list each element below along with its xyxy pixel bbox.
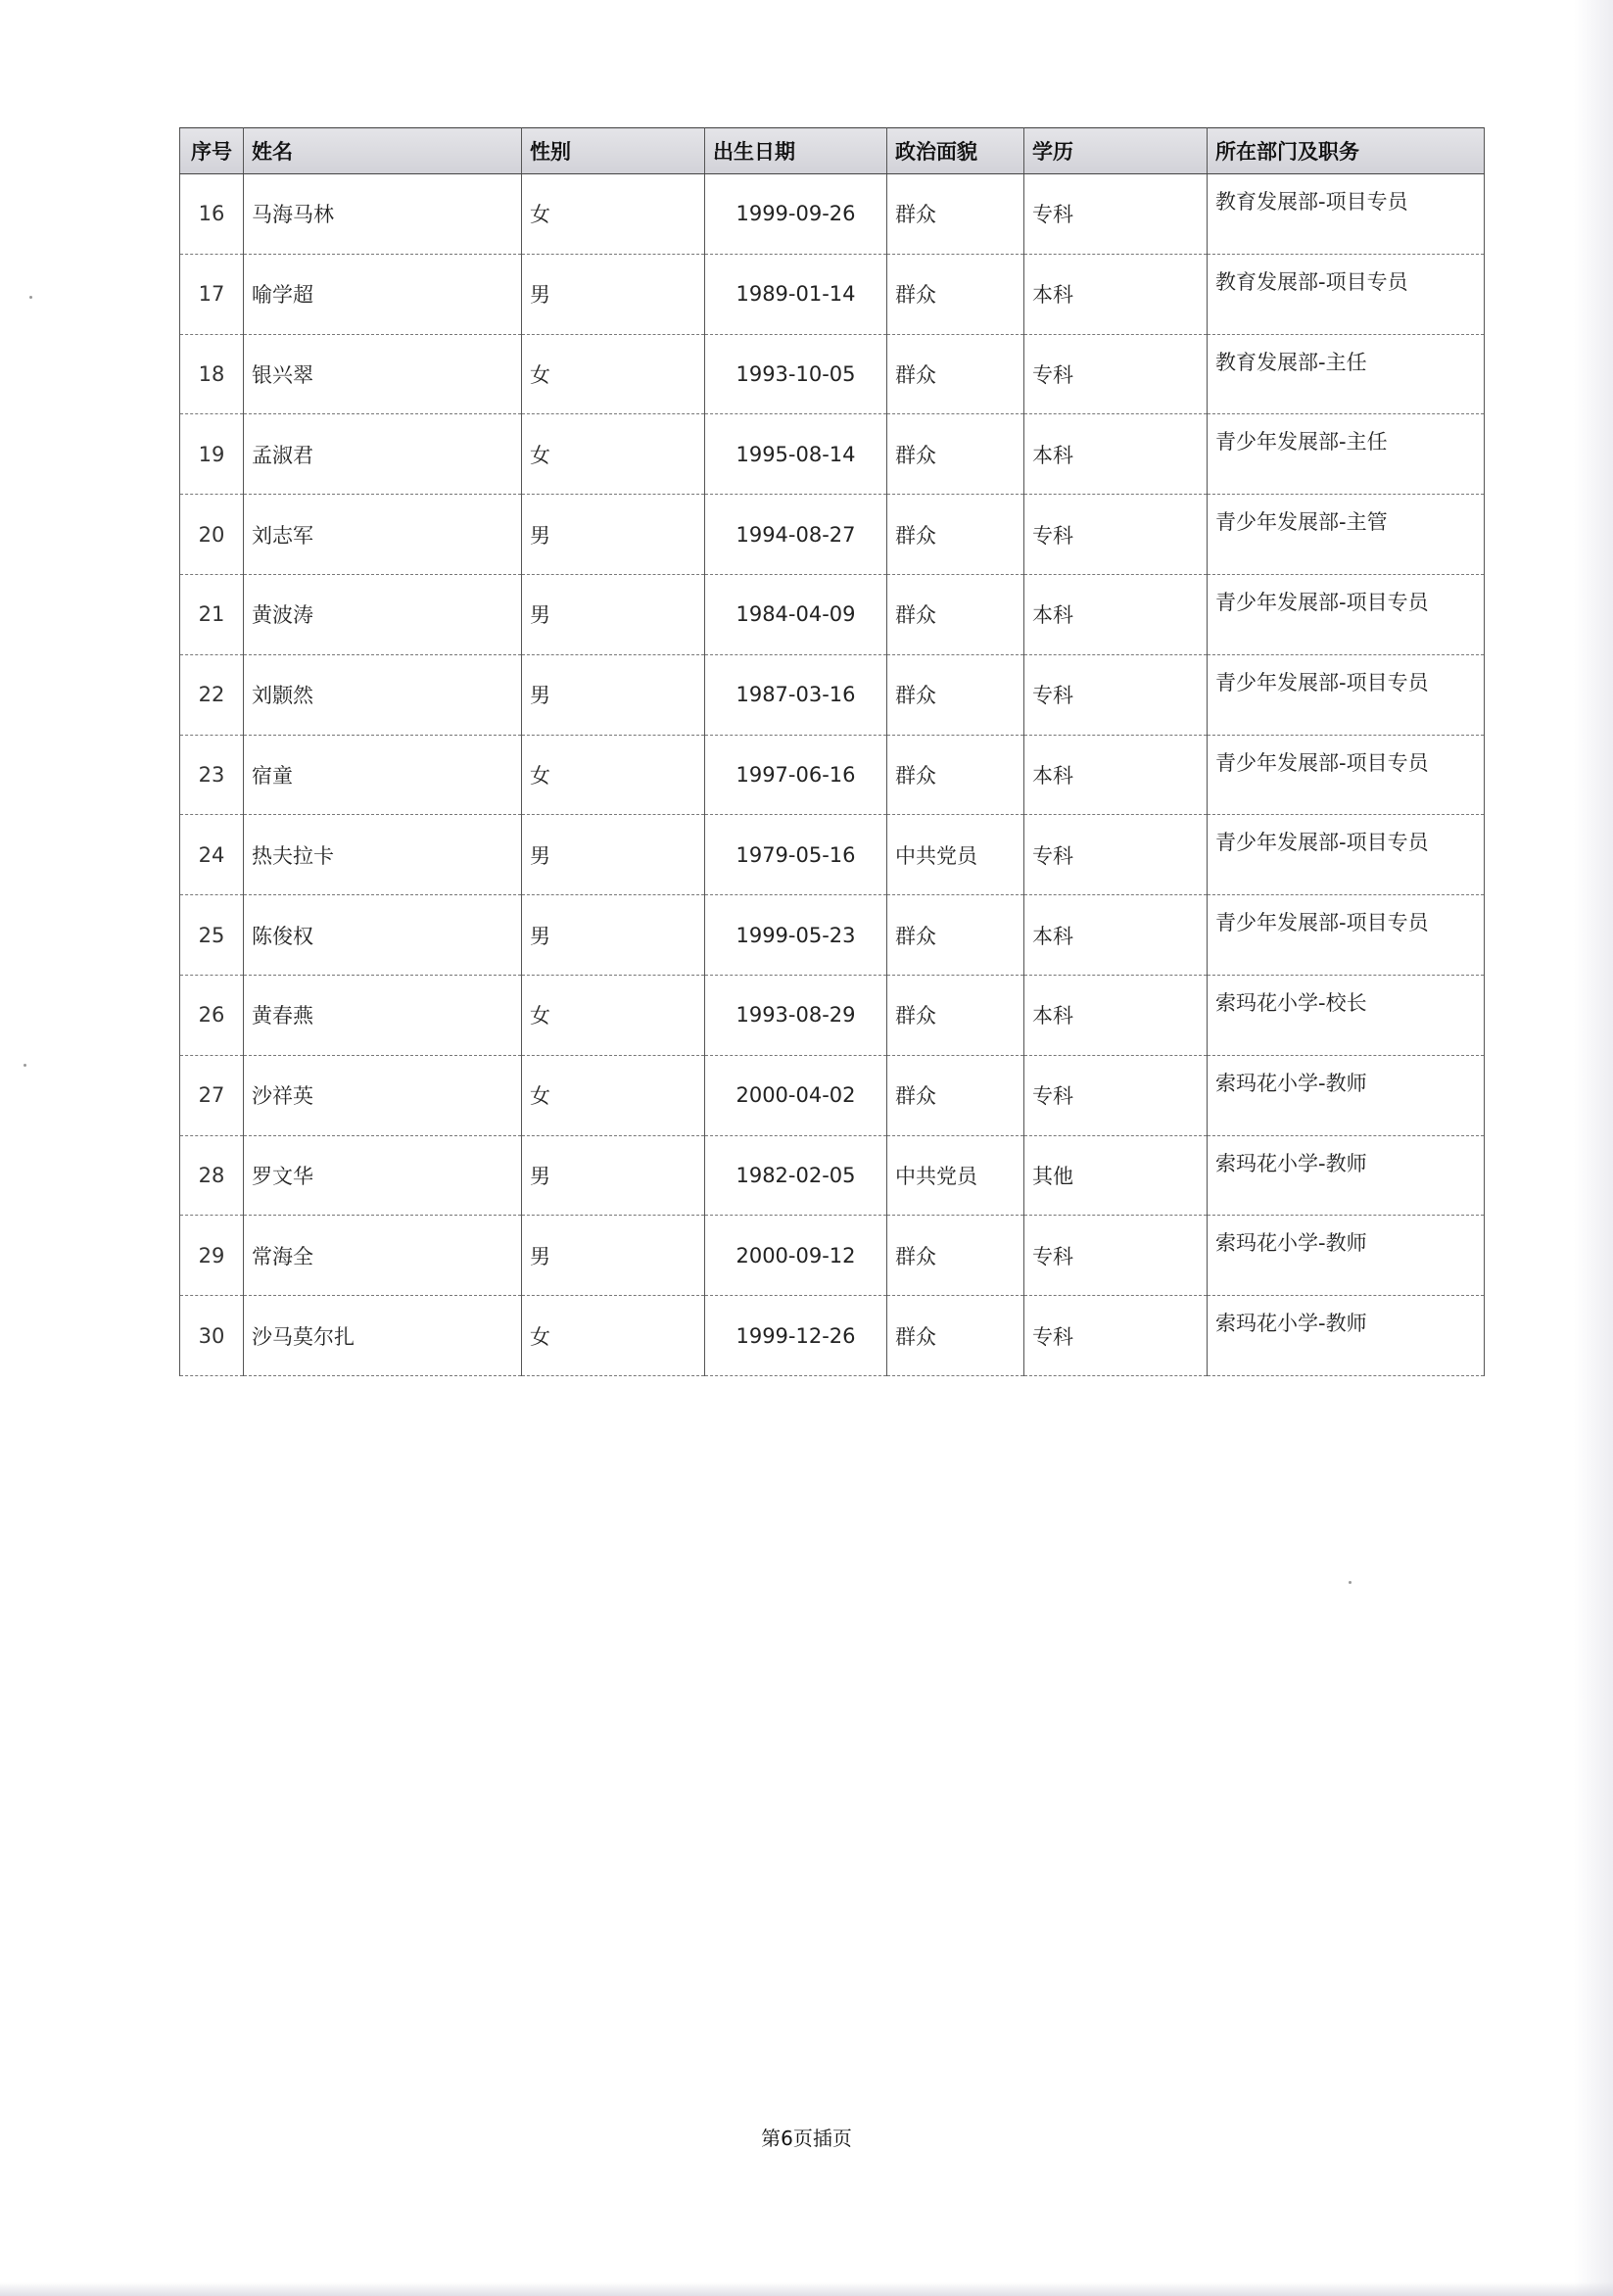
department-position-cell: 索玛花小学-教师 — [1208, 1296, 1485, 1376]
gender-cell: 男 — [522, 1135, 705, 1216]
birth-date-cell: 1979-05-16 — [705, 815, 887, 895]
gender-cell: 女 — [522, 975, 705, 1055]
table-header-row — [180, 128, 1485, 174]
row-number-cell: 25 — [180, 895, 244, 976]
birth-date-cell: 1993-08-29 — [705, 975, 887, 1055]
political-status-cell: 群众 — [887, 975, 1024, 1055]
birth-date-cell: 1999-12-26 — [705, 1296, 887, 1376]
political-status-cell: 群众 — [887, 1055, 1024, 1135]
birth-date-cell: 1995-08-14 — [705, 414, 887, 495]
table-row — [180, 654, 1485, 735]
row-number-cell: 17 — [180, 254, 244, 334]
scan-speck — [24, 1064, 26, 1067]
table-body — [180, 174, 1485, 1376]
row-number-cell: 19 — [180, 414, 244, 495]
table-row — [180, 334, 1485, 414]
header-cell: 姓名 — [244, 128, 522, 174]
row-number-cell: 27 — [180, 1055, 244, 1135]
gender-cell: 女 — [522, 174, 705, 255]
education-cell: 其他 — [1024, 1135, 1208, 1216]
birth-date-cell: 1994-08-27 — [705, 495, 887, 575]
row-number-cell: 30 — [180, 1296, 244, 1376]
name-cell: 银兴翠 — [244, 334, 522, 414]
education-cell: 专科 — [1024, 1216, 1208, 1296]
department-position-cell: 索玛花小学-校长 — [1208, 975, 1485, 1055]
staff-roster-table — [179, 127, 1485, 1376]
name-cell: 马海马林 — [244, 174, 522, 255]
table-row — [180, 975, 1485, 1055]
department-position-cell: 青少年发展部-项目专员 — [1208, 815, 1485, 895]
header-cell: 性别 — [522, 128, 705, 174]
birth-date-cell: 1997-06-16 — [705, 735, 887, 815]
birth-date-cell: 1999-05-23 — [705, 895, 887, 976]
row-number-cell: 28 — [180, 1135, 244, 1216]
education-cell: 本科 — [1024, 414, 1208, 495]
political-status-cell: 群众 — [887, 254, 1024, 334]
political-status-cell: 群众 — [887, 495, 1024, 575]
name-cell: 沙马莫尔扎 — [244, 1296, 522, 1376]
department-position-cell: 青少年发展部-项目专员 — [1208, 654, 1485, 735]
name-cell: 热夫拉卡 — [244, 815, 522, 895]
education-cell: 专科 — [1024, 1055, 1208, 1135]
education-cell: 专科 — [1024, 495, 1208, 575]
birth-date-cell: 1987-03-16 — [705, 654, 887, 735]
department-position-cell: 教育发展部-项目专员 — [1208, 174, 1485, 255]
table-row — [180, 574, 1485, 654]
header-cell: 政治面貌 — [887, 128, 1024, 174]
political-status-cell: 群众 — [887, 414, 1024, 495]
gender-cell: 男 — [522, 574, 705, 654]
department-position-cell: 青少年发展部-主任 — [1208, 414, 1485, 495]
table-row — [180, 1296, 1485, 1376]
row-number-cell: 23 — [180, 735, 244, 815]
name-cell: 刘志军 — [244, 495, 522, 575]
birth-date-cell: 1984-04-09 — [705, 574, 887, 654]
gender-cell: 女 — [522, 1296, 705, 1376]
page-footer-label: 第6页插页 — [761, 2127, 852, 2150]
political-status-cell: 群众 — [887, 895, 1024, 976]
gender-cell: 男 — [522, 654, 705, 735]
table-row — [180, 815, 1485, 895]
education-cell: 专科 — [1024, 1296, 1208, 1376]
gender-cell: 女 — [522, 1055, 705, 1135]
table-row — [180, 735, 1485, 815]
name-cell: 喻学超 — [244, 254, 522, 334]
birth-date-cell: 2000-04-02 — [705, 1055, 887, 1135]
scan-speck — [1349, 1581, 1352, 1584]
department-position-cell: 青少年发展部-项目专员 — [1208, 574, 1485, 654]
birth-date-cell: 2000-09-12 — [705, 1216, 887, 1296]
scan-speck — [29, 296, 32, 299]
birth-date-cell: 1982-02-05 — [705, 1135, 887, 1216]
political-status-cell: 群众 — [887, 174, 1024, 255]
scan-edge-shadow-right — [1574, 0, 1613, 2296]
political-status-cell: 中共党员 — [887, 815, 1024, 895]
scan-edge-shadow-bottom — [0, 2282, 1613, 2296]
department-position-cell: 青少年发展部-主管 — [1208, 495, 1485, 575]
birth-date-cell: 1989-01-14 — [705, 254, 887, 334]
table-row — [180, 1216, 1485, 1296]
table-row — [180, 1135, 1485, 1216]
row-number-cell: 22 — [180, 654, 244, 735]
political-status-cell: 群众 — [887, 574, 1024, 654]
name-cell: 沙祥英 — [244, 1055, 522, 1135]
table-row — [180, 495, 1485, 575]
education-cell: 专科 — [1024, 815, 1208, 895]
header-cell: 出生日期 — [705, 128, 887, 174]
education-cell: 本科 — [1024, 895, 1208, 976]
gender-cell: 女 — [522, 334, 705, 414]
political-status-cell: 中共党员 — [887, 1135, 1024, 1216]
table-row — [180, 414, 1485, 495]
table-row — [180, 895, 1485, 976]
header-cell: 所在部门及职务 — [1208, 128, 1485, 174]
name-cell: 黄春燕 — [244, 975, 522, 1055]
education-cell: 专科 — [1024, 654, 1208, 735]
education-cell: 本科 — [1024, 975, 1208, 1055]
department-position-cell: 索玛花小学-教师 — [1208, 1135, 1485, 1216]
name-cell: 孟淑君 — [244, 414, 522, 495]
political-status-cell: 群众 — [887, 1296, 1024, 1376]
education-cell: 专科 — [1024, 334, 1208, 414]
row-number-cell: 20 — [180, 495, 244, 575]
name-cell: 陈俊权 — [244, 895, 522, 976]
political-status-cell: 群众 — [887, 334, 1024, 414]
name-cell: 黄波涛 — [244, 574, 522, 654]
birth-date-cell: 1993-10-05 — [705, 334, 887, 414]
name-cell: 刘颢然 — [244, 654, 522, 735]
row-number-cell: 24 — [180, 815, 244, 895]
row-number-cell: 26 — [180, 975, 244, 1055]
table-row — [180, 174, 1485, 255]
department-position-cell: 索玛花小学-教师 — [1208, 1055, 1485, 1135]
education-cell: 专科 — [1024, 174, 1208, 255]
row-number-cell: 29 — [180, 1216, 244, 1296]
department-position-cell: 青少年发展部-项目专员 — [1208, 735, 1485, 815]
department-position-cell: 索玛花小学-教师 — [1208, 1216, 1485, 1296]
gender-cell: 男 — [522, 895, 705, 976]
department-position-cell: 青少年发展部-项目专员 — [1208, 895, 1485, 976]
row-number-cell: 18 — [180, 334, 244, 414]
department-position-cell: 教育发展部-项目专员 — [1208, 254, 1485, 334]
gender-cell: 男 — [522, 495, 705, 575]
row-number-cell: 16 — [180, 174, 244, 255]
table-row — [180, 1055, 1485, 1135]
department-position-cell: 教育发展部-主任 — [1208, 334, 1485, 414]
gender-cell: 男 — [522, 254, 705, 334]
header-cell: 学历 — [1024, 128, 1208, 174]
row-number-cell: 21 — [180, 574, 244, 654]
header-cell: 序号 — [180, 128, 244, 174]
political-status-cell: 群众 — [887, 1216, 1024, 1296]
name-cell: 常海全 — [244, 1216, 522, 1296]
gender-cell: 女 — [522, 414, 705, 495]
political-status-cell: 群众 — [887, 654, 1024, 735]
name-cell: 罗文华 — [244, 1135, 522, 1216]
political-status-cell: 群众 — [887, 735, 1024, 815]
table-row — [180, 254, 1485, 334]
gender-cell: 男 — [522, 1216, 705, 1296]
gender-cell: 男 — [522, 815, 705, 895]
education-cell: 本科 — [1024, 254, 1208, 334]
birth-date-cell: 1999-09-26 — [705, 174, 887, 255]
gender-cell: 女 — [522, 735, 705, 815]
name-cell: 宿童 — [244, 735, 522, 815]
education-cell: 本科 — [1024, 735, 1208, 815]
education-cell: 本科 — [1024, 574, 1208, 654]
